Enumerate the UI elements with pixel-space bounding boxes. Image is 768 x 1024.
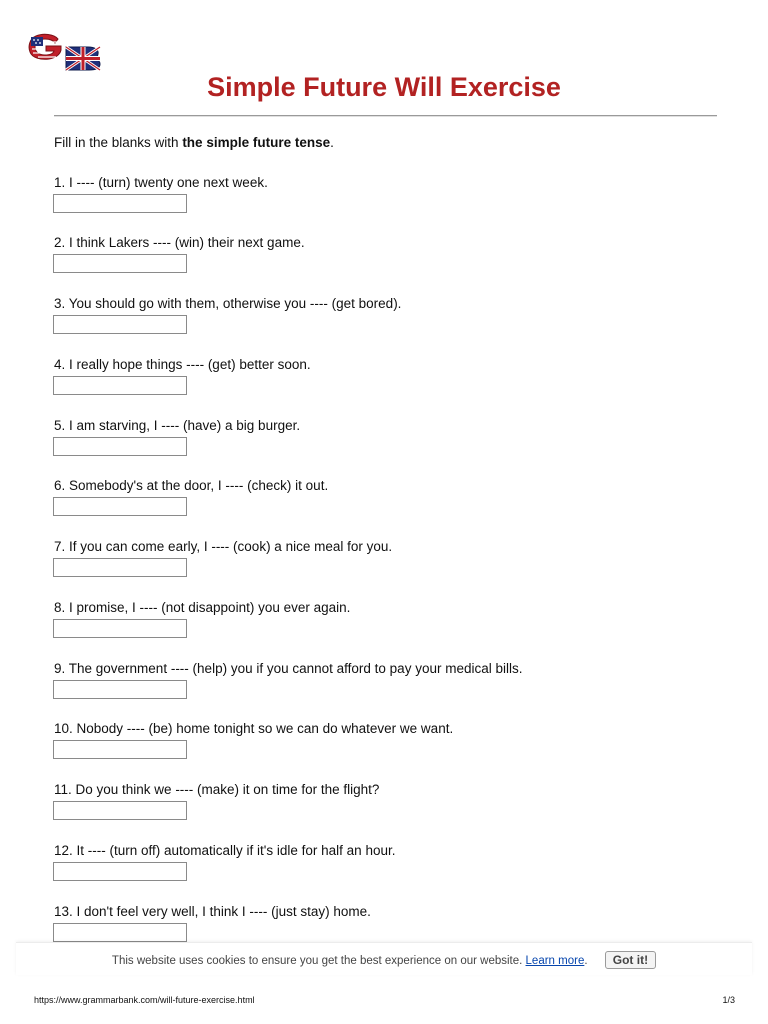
instruction-before: Fill in the blanks with bbox=[54, 135, 183, 150]
answer-input-12[interactable] bbox=[53, 862, 187, 881]
cookie-message: This website uses cookies to ensure you get the best experience on our website. bbox=[111, 955, 523, 967]
answer-input-7[interactable] bbox=[53, 558, 187, 577]
answer-input-5[interactable] bbox=[53, 437, 187, 456]
question-1: 1. I ---- (turn) twenty one next week. bbox=[54, 175, 268, 190]
question-2: 2. I think Lakers ---- (win) their next game. bbox=[54, 235, 305, 250]
question-5: 5. I am starving, I ---- (have) a big burger. bbox=[54, 418, 301, 433]
title-divider bbox=[54, 115, 717, 117]
got-it-button[interactable]: Got it! bbox=[605, 951, 656, 969]
answer-input-13[interactable] bbox=[53, 923, 187, 942]
answer-input-9[interactable] bbox=[53, 680, 187, 699]
instruction-bold: the simple future tense bbox=[182, 135, 331, 150]
footer-url: https://www.grammarbank.com/will-future-exercise.html bbox=[34, 995, 255, 1005]
answer-input-4[interactable] bbox=[53, 376, 187, 395]
footer-page-number: 1/3 bbox=[722, 995, 735, 1005]
question-7: 7. If you can come early, I ---- (cook) a nice meal for you. bbox=[54, 539, 393, 554]
answer-input-8[interactable] bbox=[53, 619, 187, 638]
instruction-after: . bbox=[330, 135, 334, 150]
answer-input-1[interactable] bbox=[53, 194, 187, 213]
question-11: 11. Do you think we ---- (make) it on time for the flight? bbox=[54, 782, 380, 797]
answer-input-2[interactable] bbox=[53, 254, 187, 273]
question-4: 4. I really hope things ---- (get) better soon. bbox=[54, 357, 311, 372]
gb-flag-logo-icon bbox=[28, 33, 102, 71]
answer-input-6[interactable] bbox=[53, 497, 187, 516]
answer-input-10[interactable] bbox=[53, 740, 187, 759]
site-logo[interactable] bbox=[28, 33, 102, 71]
cookie-period: . bbox=[584, 955, 588, 967]
question-6: 6. Somebody's at the door, I ---- (check) it out. bbox=[54, 478, 329, 493]
page-title: Simple Future Will Exercise bbox=[207, 72, 561, 102]
question-13: 13. I don't feel very well, I think I ---- (just stay) home. bbox=[54, 904, 371, 919]
question-9: 9. The government ---- (help) you if you cannot afford to pay your medical bills. bbox=[54, 661, 523, 676]
answer-input-3[interactable] bbox=[53, 315, 187, 334]
instruction-text bbox=[54, 135, 334, 150]
learn-more-link[interactable]: Learn more bbox=[525, 955, 585, 967]
answer-input-11[interactable] bbox=[53, 801, 187, 820]
question-10: 10. Nobody ---- (be) home tonight so we can do whatever we want. bbox=[54, 721, 454, 736]
cookie-consent-bar bbox=[16, 942, 752, 975]
question-12: 12. It ---- (turn off) automatically if it's idle for half an hour. bbox=[54, 843, 396, 858]
question-8: 8. I promise, I ---- (not disappoint) you ever again. bbox=[54, 600, 351, 615]
question-3: 3. You should go with them, otherwise you ---- (get bored). bbox=[54, 296, 402, 311]
